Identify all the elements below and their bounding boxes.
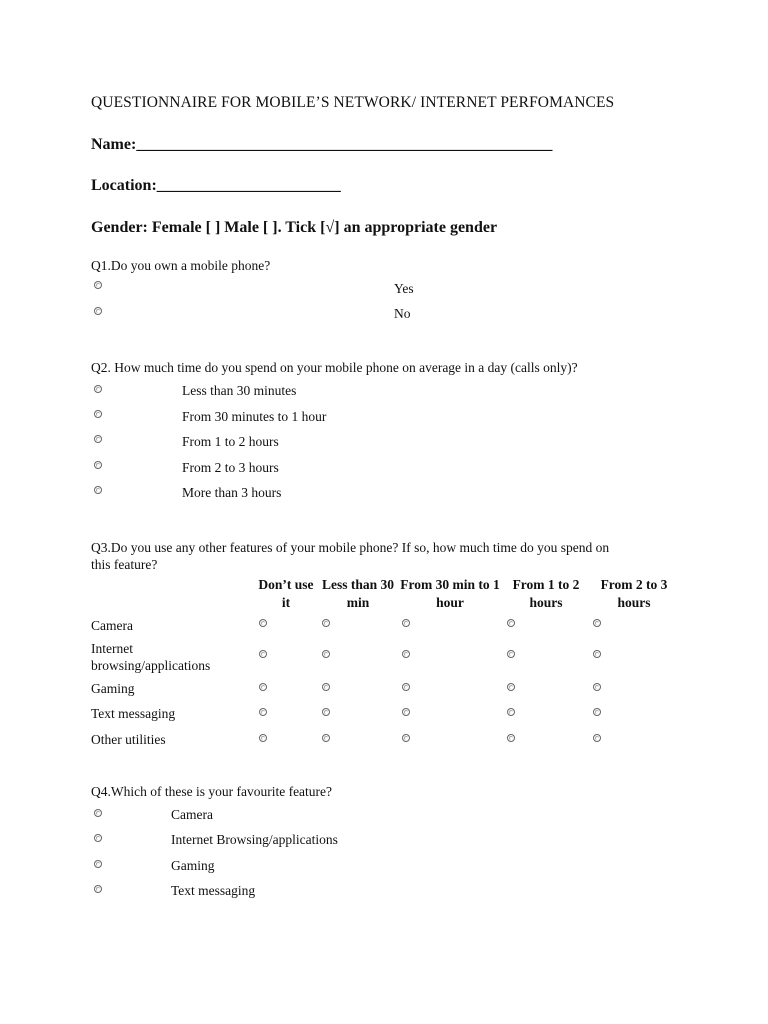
- q4-radio-2[interactable]: [94, 834, 102, 842]
- q2-option-2: From 30 minutes to 1 hour: [182, 409, 327, 424]
- q2-radio-5[interactable]: [94, 486, 102, 494]
- q3-radio-gaming-4[interactable]: [507, 683, 515, 691]
- q2-radio-3[interactable]: [94, 435, 102, 443]
- q3-radio-gaming-3[interactable]: [402, 683, 410, 691]
- q2-question: Q2. How much time do you spend on your mobile phone on average in a day (calls only)?: [91, 360, 578, 375]
- location-field: [91, 177, 341, 195]
- q2-radio-1[interactable]: [94, 385, 102, 393]
- q3-col-header-2: Less than 30 min: [322, 577, 395, 610]
- q3-radio-camera-4[interactable]: [507, 619, 515, 627]
- q3-row-label-camera: Camera: [91, 618, 133, 633]
- q3-radio-internet-3[interactable]: [402, 650, 410, 658]
- name-field: [91, 136, 552, 154]
- q3-radio-gaming-5[interactable]: [593, 683, 601, 691]
- q3-radio-text-5[interactable]: [593, 708, 601, 716]
- q3-question-line1: Q3.Do you use any other features of your mobile phone? If so, how much time do you spend on: [91, 540, 610, 555]
- q3-row-label-gaming: Gaming: [91, 681, 135, 696]
- q3-radio-text-2[interactable]: [322, 708, 330, 716]
- q1-option-yes: Yes: [394, 281, 414, 296]
- q3-radio-internet-2[interactable]: [322, 650, 330, 658]
- q2-radio-2[interactable]: [94, 410, 102, 418]
- q3-radio-camera-5[interactable]: [593, 619, 601, 627]
- q3-radio-other-4[interactable]: [507, 734, 515, 742]
- q2-option-3: From 1 to 2 hours: [182, 434, 279, 449]
- name-label: Name:: [91, 136, 137, 153]
- q4-option-3: Gaming: [171, 858, 215, 873]
- q4-radio-4[interactable]: [94, 885, 102, 893]
- q3-radio-text-3[interactable]: [402, 708, 410, 716]
- q4-option-1: Camera: [171, 807, 213, 822]
- q4-question: Q4.Which of these is your favourite feature?: [91, 784, 333, 799]
- q3-row-label-other-utilities: Other utilities: [91, 732, 166, 747]
- q3-col-header-4: From 1 to 2 hours: [512, 577, 580, 610]
- q2-option-4: From 2 to 3 hours: [182, 460, 279, 475]
- q3-radio-gaming-2[interactable]: [322, 683, 330, 691]
- q4-radio-1[interactable]: [94, 809, 102, 817]
- q4-option-4: Text messaging: [171, 883, 256, 898]
- gender-line: Gender: Female [ ] Male [ ]. Tick [√] an appropriate gender: [91, 219, 498, 236]
- q3-radio-internet-1[interactable]: [259, 650, 267, 658]
- q3-radio-internet-5[interactable]: [593, 650, 601, 658]
- q4-option-2: Internet Browsing/applications: [171, 832, 338, 847]
- q1-question: Q1.Do you own a mobile phone?: [91, 258, 271, 273]
- q3-radio-other-1[interactable]: [259, 734, 267, 742]
- q3-radio-text-4[interactable]: [507, 708, 515, 716]
- q3-radio-text-1[interactable]: [259, 708, 267, 716]
- location-underline[interactable]: _______________________: [156, 177, 341, 194]
- q3-radio-other-2[interactable]: [322, 734, 330, 742]
- q1-option-no: No: [394, 306, 411, 321]
- q3-col-header-5: From 2 to 3 hours: [600, 577, 668, 610]
- q3-radio-camera-2[interactable]: [322, 619, 330, 627]
- q3-radio-other-5[interactable]: [593, 734, 601, 742]
- q3-radio-internet-4[interactable]: [507, 650, 515, 658]
- q3-radio-gaming-1[interactable]: [259, 683, 267, 691]
- name-underline[interactable]: ____________________________________________________: [136, 136, 553, 153]
- q2-option-5: More than 3 hours: [182, 485, 282, 500]
- q3-question-line2: this feature?: [91, 557, 158, 572]
- q3-radio-camera-3[interactable]: [402, 619, 410, 627]
- q4-radio-3[interactable]: [94, 860, 102, 868]
- page-title: QUESTIONNAIRE FOR MOBILE’S NETWORK/ INTERNET PERFOMANCES: [91, 94, 615, 111]
- q3-col-header-1: Don’t use it: [258, 577, 314, 610]
- q1-radio-no[interactable]: [94, 307, 102, 315]
- q3-radio-other-3[interactable]: [402, 734, 410, 742]
- q3-row-label-internet: Internet browsing/applications: [91, 641, 211, 673]
- q3-col-header-3: From 30 min to 1 hour: [400, 577, 500, 610]
- q3-row-label-text-messaging: Text messaging: [91, 706, 176, 721]
- q3-radio-camera-1[interactable]: [259, 619, 267, 627]
- location-label: Location:: [91, 177, 157, 194]
- q2-option-1: Less than 30 minutes: [182, 383, 297, 398]
- q1-radio-yes[interactable]: [94, 281, 102, 289]
- q2-radio-4[interactable]: [94, 461, 102, 469]
